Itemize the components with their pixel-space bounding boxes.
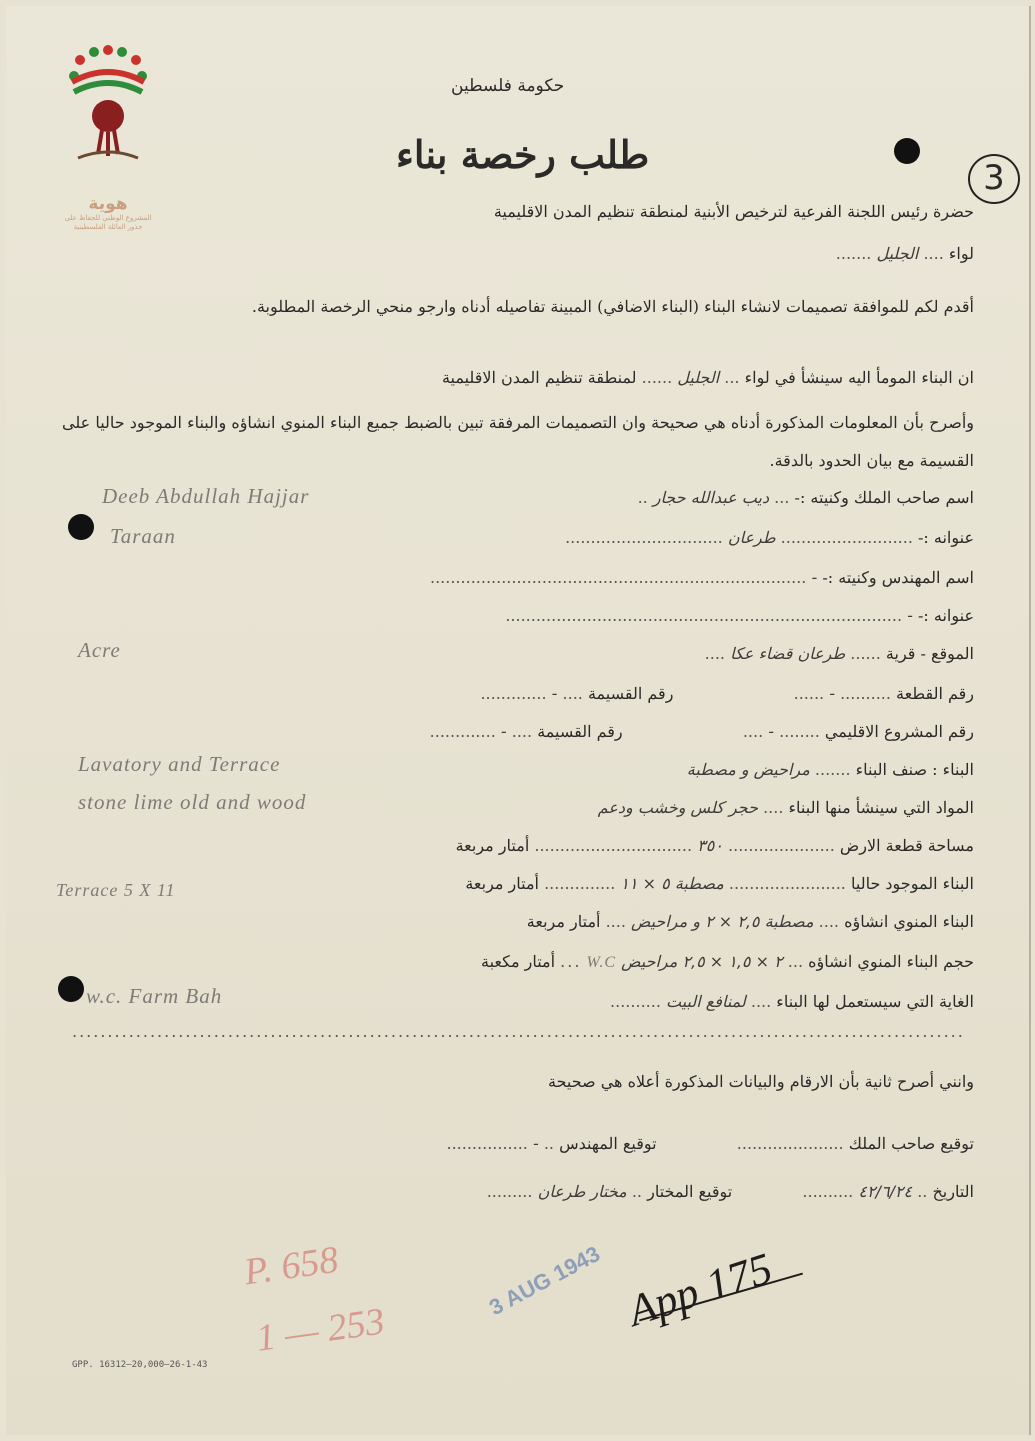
location-value: طرعان قضاء عكا: [730, 644, 846, 663]
punch-hole: [894, 138, 920, 164]
date-row: التاريخ .. ٤٢/٦/٢٤ .......... توقيع المختار .. مختار طرعان .........: [486, 1182, 974, 1201]
government-heading: حكومة فلسطين: [451, 76, 565, 96]
materials-value-en: stone lime old and wood: [78, 790, 307, 814]
reference-note-red-2: 1 — 253: [253, 1300, 388, 1360]
owner-address-value: طرعان: [727, 528, 776, 547]
purpose-row: الغاية التي سيستعمل لها البناء .... لمنافع البيت ..........: [610, 992, 974, 1011]
building-type-row: البناء : صنف البناء ....... مراحيض و مصطبة: [686, 760, 974, 779]
existing-building-row: البناء الموجود حاليا ....................... مصطبة ٥ × ١١ .............. أمتار مربعة: [465, 874, 974, 893]
district-label: لواء: [948, 244, 974, 263]
engineer-address-row: عنوانه :- - ..............................................................................: [505, 606, 974, 625]
purpose-value-en: w.c. Farm Bah: [86, 984, 223, 1008]
build-district-value: الجليل: [677, 368, 720, 387]
materials-row: المواد التي سينشأ منها البناء .... حجر كلس وخشب ودعم: [597, 798, 974, 817]
volume-row: حجم البناء المنوي انشاؤه ... ٢ × ١,٥ × ٢,٥ مراحيض W.C ... أمتار مكعبة: [481, 952, 974, 971]
owner-row: اسم صاحب الملك وكنيته :- ... ديب عبدالله حجار ..: [637, 488, 974, 507]
location-row: الموقع - قرية ...... طرعان قضاء عكا ....: [704, 644, 974, 663]
punch-hole: [68, 514, 94, 540]
signature-row: توقيع صاحب الملك ..................... توقيع المهندس .. - ................: [446, 1134, 974, 1153]
document-page: هوية المشروع الوطني للحفاظ على جذور العائلة الفلسطينية حكومة فلسطين طلب رخصة بناء 3 حضرة رئيس اللجنة الفرعية لترخيص الأبنية لمنطقة تنظيم المدن الاقليمية لواء .... الجليل ....... أقدم لكم للموافقة تصميمات لانشاء البناء (البناء الاضافي) المبينة تفاصيله أدناه وارجو منحي الرخصة المطلوبة. ان البناء المومأ اليه سينشأ في لواء ... الجليل ...... لمنطقة تنظيم المدن الاقليمية وأصرح بأن المعلومات المذكورة أدناه هي صحيحة وان التصميمات المرفقة تبين بالضبط جميع البناء المنوي انشاؤه والبناء الموجود حاليا على القسيمة مع بيان الحدود بالدقة. اسم صاحب الملك وكنيته :- ... ديب عبدالله حجار .. Deeb Abdullah Hajjar عنوانه :- .......................... طرعان ............................... Taraan اسم المهندس وكنيته :- - .......................................................................... عنوانه :- - .............................................................................. الموقع - قرية ...... طرعان قضاء عكا .... Acre رقم القطعة .......... - ...... رقم القسيمة .... - ............. رقم المشروع الاقليمي ........ - .... رقم القسيمة .... - ............. البناء : صنف البناء ....... مراحيض و مصطبة Lavatory and Terrace المواد التي سينشأ منها البناء .... حجر كلس وخشب ودعم stone lime old and wood مساحة قطعة الارض ..................... ٣٥٠ ............................... أمتار مربعة البناء الموجود حاليا ....................... مصطبة ٥ × ١١ .............. أمتار مربعة Terrace 5 X 11 البناء المنوي انشاؤه .... مصطبة ٢,٥ × ٢ و مراحيض .... أمتار مربعة حجم البناء المنوي انشاؤه ... ٢ × ١,٥ × ٢,٥ مراحيض W.C ... أمتار مكعبة الغاية التي سيستعمل لها البناء .... لمنافع البيت .......... w.c. Farm Bah .............................................................................................................................. وانني أصرح ثانية بأن الارقام والبيانات المذكورة أعلاه هي صحيحة توقيع صاحب الملك ..................... توقيع المهندس .. - ................ التاريخ .. ٤٢/٦/٢٤ .......... توقيع المختار .. مختار طرعان ......... P. 658 1 — 253 3 AUG 1943 App 175 GPP. 16312—20,000—26-1-43: [6, 6, 1031, 1435]
page-title: طلب رخصة بناء: [396, 132, 650, 177]
application-number: App 175: [622, 1243, 778, 1336]
proposed-building-row: البناء المنوي انشاؤه .... مصطبة ٢,٥ × ٢ و مراحيض .... أمتار مربعة: [526, 912, 974, 931]
build-location-line: ان البناء المومأ اليه سينشأ في لواء ... الجليل ...... لمنطقة تنظيم المدن الاقليمية: [441, 368, 974, 387]
owner-address-row: عنوانه :- .......................... طرعان ...............................: [565, 528, 974, 547]
owner-value-en: Deeb Abdullah Hajjar: [102, 484, 310, 508]
mukhtar-value: مختار طرعان: [537, 1182, 627, 1201]
punch-hole: [58, 976, 84, 1002]
declaration-paragraph: وأصرح بأن المعلومات المذكورة أدناه هي صحيحة وان التصميمات المرفقة تبين بالضبط جميع البناء المنوي انشاؤه والبناء الموجود حاليا على القسيمة مع بيان الحدود بالدقة.: [62, 413, 974, 470]
intro-paragraph: أقدم لكم للموافقة تصميمات لانشاء البناء (البناء الاضافي) المبينة تفاصيله أدناه وارجو منحي الرخصة المطلوبة.: [251, 297, 974, 316]
existing-building-value-en: Terrace 5 X 11: [56, 880, 176, 900]
plot-row: رقم القطعة .......... - ...... رقم القسيمة .... - .............: [480, 684, 974, 703]
reference-note-red: P. 658: [241, 1238, 341, 1294]
district-line: لواء .... الجليل .......: [835, 244, 974, 263]
printer-line: GPP. 16312—20,000—26-1-43: [72, 1360, 208, 1370]
logo-subtitle: المشروع الوطني للحفاظ على جذور العائلة الفلسطينية: [64, 214, 152, 231]
district-value: الجليل: [876, 244, 919, 263]
engineer-row: اسم المهندس وكنيته :- - ..........................................................................: [430, 568, 974, 587]
location-value-en: Acre: [78, 638, 121, 662]
owner-address-value-en: Taraan: [110, 524, 176, 548]
owner-value-ar: ديب عبدالله حجار: [652, 488, 770, 507]
logo-title: هوية: [88, 194, 128, 214]
land-area-row: مساحة قطعة الارض ..................... ٣٥٠ ............................... أمتار مربعة: [455, 836, 974, 855]
date-value: ٤٢/٦/٢٤: [858, 1182, 913, 1201]
addressee: حضرة رئيس اللجنة الفرعية لترخيص الأبنية لمنطقة تنظيم المدن الاقليمية: [493, 202, 974, 221]
building-type-value-en: Lavatory and Terrace: [78, 752, 281, 776]
hawiya-logo: [58, 42, 158, 231]
confirmation: وانني أصرح ثانية بأن الارقام والبيانات المذكورة أعلاه هي صحيحة: [547, 1072, 974, 1091]
regional-project-row: رقم المشروع الاقليمي ........ - .... رقم القسيمة .... - .............: [429, 722, 974, 741]
page-number-circle: 3: [968, 154, 1020, 204]
received-date-stamp: 3 AUG 1943: [485, 1241, 605, 1321]
family-tree-icon: [58, 42, 158, 192]
